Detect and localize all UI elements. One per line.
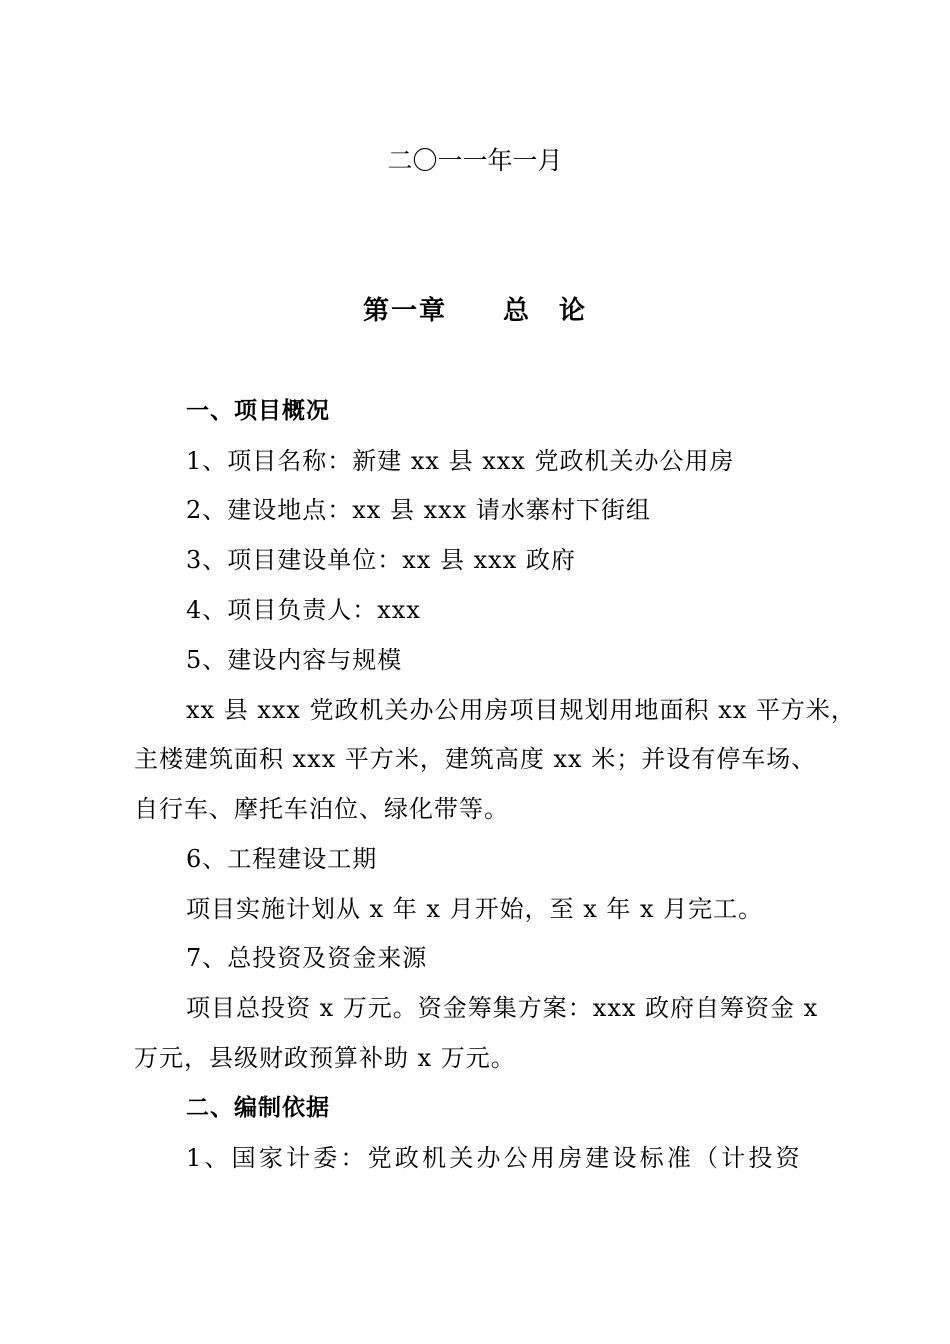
investment-paragraph-line-1: 项目总投资 x 万元。资金筹集方案：xxx 政府自筹资金 x (186, 994, 819, 1022)
scale-paragraph-line-3: 自行车、摩托车泊位、绿化带等。 (134, 795, 509, 823)
scale-paragraph-line-2: 主楼建筑面积 xxx 平方米，建筑高度 xx 米；并设有停车场、 (134, 745, 817, 773)
item-builder: 3、项目建设单位：xx 县 xxx 政府 (186, 546, 576, 574)
item-schedule: 6、工程建设工期 (186, 845, 378, 873)
item-location: 2、建设地点：xx 县 xxx 请水寨村下街组 (186, 496, 651, 524)
investment-paragraph-line-2: 万元，县级财政预算补助 x 万元。 (134, 1044, 516, 1072)
item-project-name: 1、项目名称：新建 xx 县 xxx 党政机关办公用房 (186, 447, 735, 475)
item-responsible: 4、项目负责人：xxx (186, 596, 421, 624)
item-content-scale: 5、建设内容与规模 (186, 646, 403, 674)
section-heading-overview: 一、项目概况 (186, 398, 330, 424)
chapter-number: 第一章 (362, 296, 447, 326)
item-investment: 7、总投资及资金来源 (186, 944, 428, 972)
chapter-title: 总 论 (503, 296, 588, 326)
chapter-heading (0, 296, 950, 326)
basis-item-1: 1、国家计委：党政机关办公用房建设标准（计投资 (186, 1144, 803, 1172)
scale-paragraph-line-1: xx 县 xxx 党政机关办公用房项目规划用地面积 xx 平方米， (186, 696, 856, 724)
document-date: 二〇一一年一月 (387, 146, 563, 175)
schedule-paragraph: 项目实施计划从 x 年 x 月开始，至 x 年 x 月完工。 (186, 895, 764, 923)
section-heading-basis: 二、编制依据 (186, 1095, 330, 1121)
